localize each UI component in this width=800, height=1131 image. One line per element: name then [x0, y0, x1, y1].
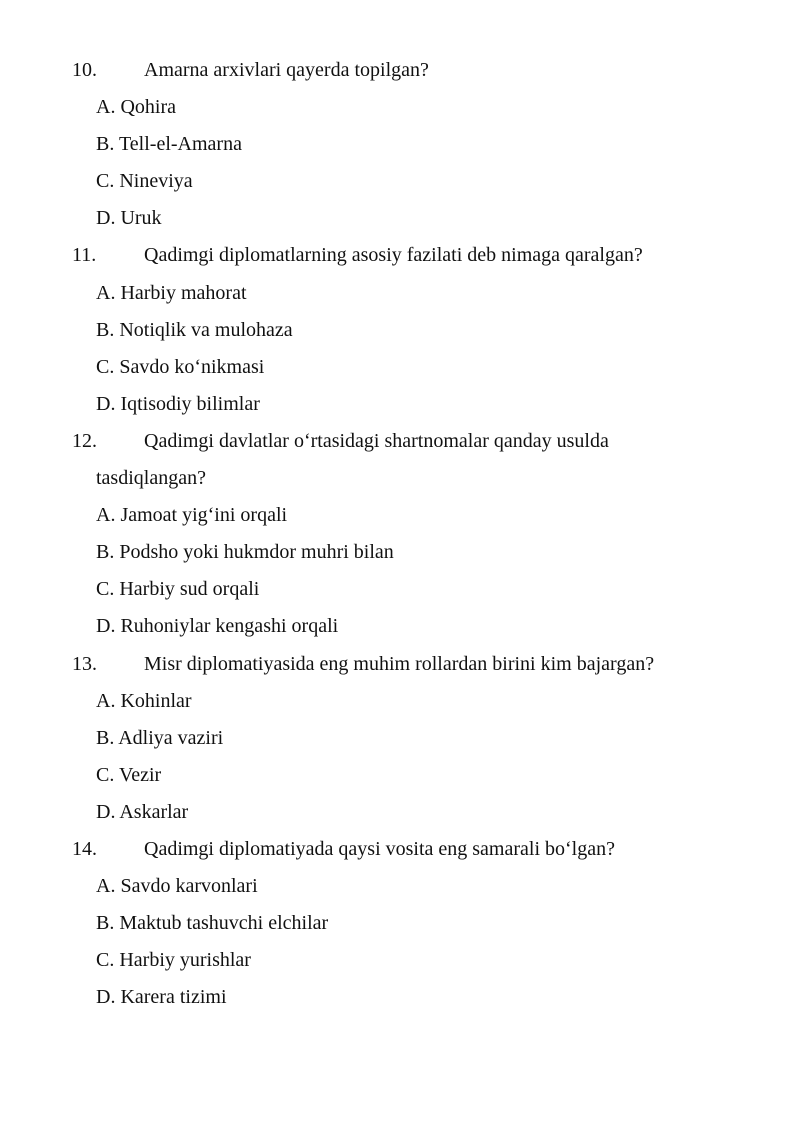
question-12 — [0, 423, 800, 497]
question-number: 11. — [72, 244, 97, 267]
answer-option-c: C. Savdo ko‘nikmasi — [96, 355, 265, 378]
answer-option-a: A. Jamoat yig‘ini orqali — [96, 504, 288, 527]
answer-option-b: B. Adliya vaziri — [96, 726, 224, 749]
question-number: 10. — [72, 59, 97, 81]
answer-option-a: A. Qohira — [96, 96, 176, 119]
question-number: 14. — [72, 837, 97, 860]
question-text: Amarna arxivlari qayerda topilgan? — [144, 59, 429, 81]
question-text-continuation: tasdiqlangan? — [96, 467, 206, 490]
answer-option-d: D. Iqtisodiy bilimlar — [96, 392, 260, 415]
answer-option-c: C. Vezir — [96, 763, 162, 786]
answer-option-c: C. Harbiy yurishlar — [96, 949, 251, 972]
answer-option-a: A. Harbiy mahorat — [96, 281, 247, 304]
answer-option-b: B. Notiqlik va mulohaza — [96, 318, 293, 341]
question-text: Qadimgi diplomatiyada qaysi vosita eng samarali bo‘lgan? — [144, 837, 615, 860]
question-13 — [0, 646, 800, 683]
answer-option-d: D. Askarlar — [96, 800, 189, 823]
answer-option-b: B. Maktub tashuvchi elchilar — [96, 912, 329, 935]
answer-option-c: C. Harbiy sud orqali — [96, 578, 260, 601]
question-text: Qadimgi davlatlar o‘rtasidagi shartnomalar qanday usulda — [144, 429, 609, 452]
answer-option-b: B. Tell-el-Amarna — [96, 133, 242, 156]
question-number: 12. — [72, 429, 97, 452]
question-text: Misr diplomatiyasida eng muhim rollardan birini kim bajargan? — [144, 652, 655, 675]
answer-option-a: A. Kohinlar — [96, 689, 192, 712]
document-page — [0, 52, 800, 1016]
question-text: Qadimgi diplomatlarning asosiy fazilati deb nimaga qaralgan? — [144, 244, 643, 267]
question-number: 13. — [72, 652, 97, 675]
answer-option-a: A. Savdo karvonlari — [96, 875, 258, 898]
question-10 — [0, 52, 800, 89]
answer-option-d: D. Uruk — [96, 207, 162, 230]
answer-option-b: B. Podsho yoki hukmdor muhri bilan — [96, 541, 394, 564]
answer-option-d: D. Karera tizimi — [96, 986, 227, 1009]
question-11 — [0, 237, 800, 274]
answer-option-d: D. Ruhoniylar kengashi orqali — [96, 615, 339, 638]
question-14 — [0, 831, 800, 868]
answer-option-c: C. Nineviya — [96, 170, 193, 193]
